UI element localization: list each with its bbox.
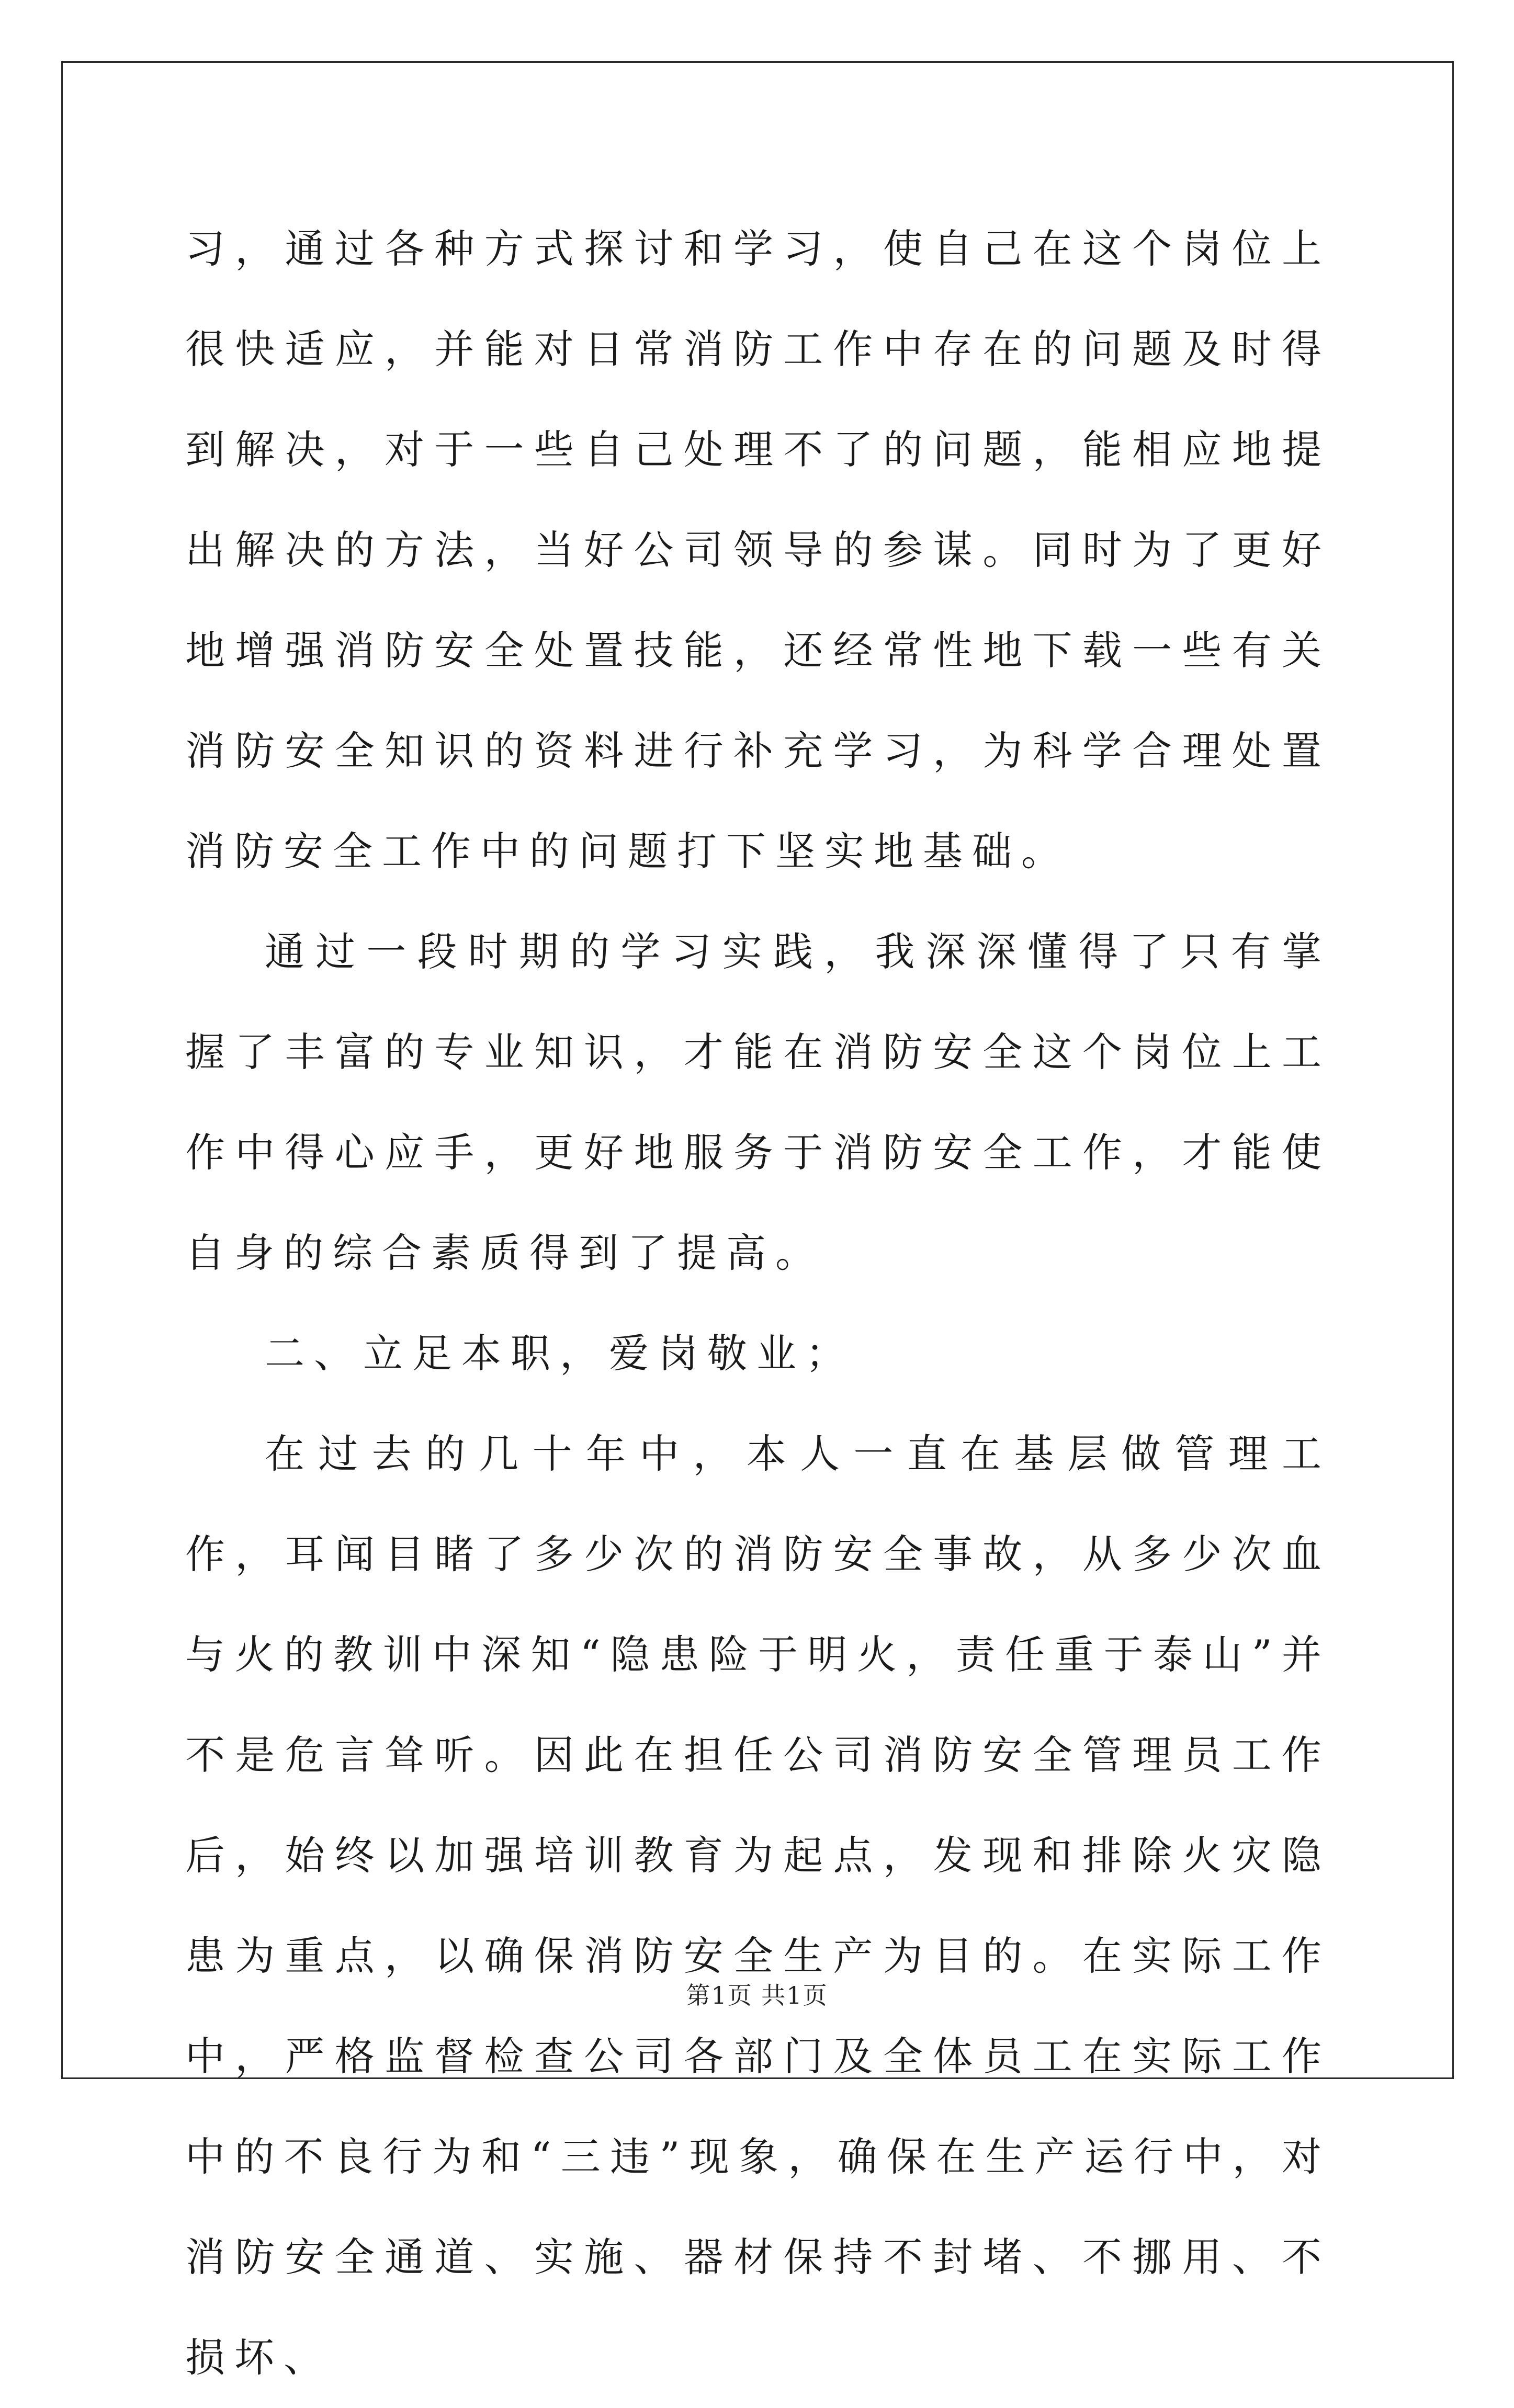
section-heading: 二、立足本职，爱岗敬业； [265,1330,855,1377]
paragraph-3: 在过去的几十年中，本人一直在基层做管理工作，耳闻目睹了多少次的消防安全事故，从多少次血与火的教训中深知“隐患险于明火，责任重于泰山”并不是危言耸听。因此在担任公司消防安全管理员工作后，始终以加强培训教育为起点，发现和排除火灾隐患为重点，以确保消防安全生产为目的。在实际工作中，严格监督检查公司各部门及全体员工在实际工作中的不良行为和“三违”现象，确保在生产运行中，对消防安全通道、实施、器材保持不封堵、不挪用、不损坏、 [185,1430,1331,2381]
paragraph-1: 习，通过各种方式探讨和学习，使自己在这个岗位上很快适应，并能对日常消防工作中存在的问题及时得到解决，对于一些自己处理不了的问题，能相应地提出解决的方法，当好公司领导的参谋。同时为了更好地增强消防安全处置技能，还经常性地下载一些有关消防安全知识的资料进行补充学习，为科学合理处置消防安全工作中的问题打下坚实地基础。 [185,225,1331,874]
page-number-footer: 第1页 共1页 [686,1981,828,2009]
paragraph-2: 通过一段时期的学习实践，我深深懂得了只有掌握了丰富的专业知识，才能在消防安全这个岗位上工作中得心应手，更好地服务于消防安全工作，才能使自身的综合素质得到了提高。 [185,928,1331,1276]
document-body [185,199,1331,2408]
